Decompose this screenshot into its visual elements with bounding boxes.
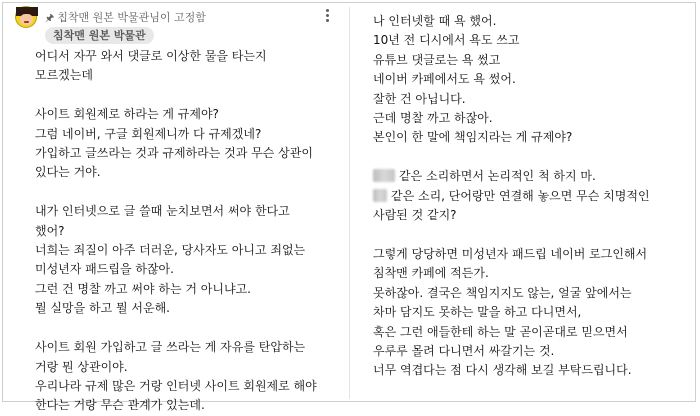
- comment-text-right-part2: 같은 소리하면서 논리적인 척 하지 마.: [399, 169, 596, 184]
- comment-text-right: [373, 12, 693, 381]
- comment-right-column: [373, 3, 693, 403]
- comment-card: [2, 2, 696, 413]
- pinned-indicator: [45, 9, 206, 28]
- channel-avatar[interactable]: [15, 6, 37, 28]
- redacted-word: [373, 189, 387, 202]
- column-divider: [349, 7, 350, 399]
- pin-icon: 🖈: [45, 13, 55, 24]
- comment-text-right-part1: 나 인터넷할 때 욕 했어. 10년 전 디시에서 욕도 쓰고 유튜브 댓글로는 욕 썼고 네이버 카페에서도 욕 썼어. 잘한 건 아닙니다. 근데 명찰 까고 하잖아. 본인이 한 말에 책임지라는 게 규제야?: [373, 14, 573, 145]
- more-options-icon[interactable]: [325, 9, 331, 25]
- pinned-label: 칩착맨 원본 박물관님이 고정함: [57, 11, 206, 24]
- comment-text-right-part3: 같은 소리, 단어랑만 연결해 놓으면 무슨 치명적인 사람된 것 같지? 그렇게 당당하면 미성년자 패드립 네이버 로그인해서 침착맨 카페에 적든가. 못하잖아. 결국은 책임지지도 않는, 얼굴 앞에서는 차마 담지도 못하는 말을 하고 다니면서, 혹은 그런 애들한테 하는 말 곧이곧대로 믿으면서 우루루 몰려 다니면서 싸갈기는 것. 너무 역겹다는 점 다시 생각해 보길 부탁드립니다.: [373, 188, 650, 378]
- channel-badge[interactable]: 침착맨 원본 박물관: [45, 27, 154, 44]
- redacted-word: [373, 169, 395, 182]
- comment-left-column: [13, 3, 331, 413]
- comment-text-left: 어디서 자꾸 와서 댓글로 이상한 물을 타는지 모르겠는데 사이트 회원제로 하라는 게 규제야? 그럼 네이버, 구글 회원제니까 다 규제겠네? 가입하고 글쓰라는 것과 규제하라는 것과 무슨 상관이 있다는 거야. 내가 인터넷으로 글 쓸때 눈치보면서 써야 한다고 했어? 너희는 죄질이 아주 더러운, 당사자도 아니고 죄없는 미성년자 패드립을 하잖아. 그런 건 명찰 까고 써야 하는 거 아니냐고. 뭘 실망을 하고 뭘 서운해. 사이트 회원 가입하고 글 쓰라는 게 자유를 탄압하는 거랑 뭔 상관이야. 우리나라 규제 많은 거랑 인터넷 사이트 회원제로 해야 한다는 거랑 무슨 관계가 있는데.: [35, 49, 317, 413]
